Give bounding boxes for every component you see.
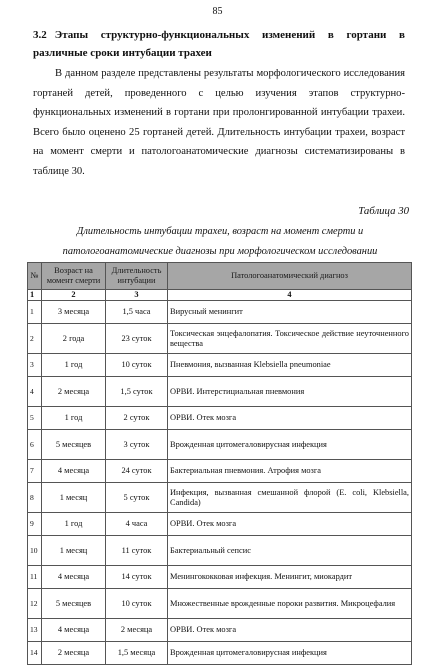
cell-diagnosis: Врожденная цитомегаловирусная инфекция bbox=[168, 642, 412, 665]
header-diagnosis: Патологоанатомический диагноз bbox=[168, 263, 412, 290]
cell-age: 1 год bbox=[42, 513, 106, 536]
row-number: 4 bbox=[28, 377, 42, 407]
cell-age: 1 год bbox=[42, 354, 106, 377]
cell-duration: 24 суток bbox=[106, 460, 168, 483]
section-heading bbox=[33, 26, 405, 62]
table-label: Таблица 30 bbox=[358, 205, 409, 217]
row-number: 14 bbox=[28, 642, 42, 665]
row-number: 6 bbox=[28, 430, 42, 460]
cell-duration: 11 суток bbox=[106, 536, 168, 566]
table-row bbox=[28, 460, 412, 483]
cell-duration: 1,5 часа bbox=[106, 301, 168, 324]
cell-duration: 5 суток bbox=[106, 483, 168, 513]
row-number: 8 bbox=[28, 483, 42, 513]
header-duration: Длительность интубации bbox=[106, 263, 168, 290]
body-paragraph: В данном разделе представлены результаты морфологического исследования гортаней детей, проведенного с целью изучения этапов структурно-функциональных изменений в гортани при пролонгированной интубации трахеи. Всего было оценено 25 гортаней детей. Длительность интубации трахеи, возраст на момент смерти и патологоанатомические диагнозы систематизированы в таблице 30. bbox=[33, 68, 405, 177]
cell-duration: 4 часа bbox=[106, 513, 168, 536]
row-number: 2 bbox=[28, 324, 42, 354]
row-number: 13 bbox=[28, 619, 42, 642]
column-number: 4 bbox=[168, 290, 412, 301]
cell-diagnosis: Вирусный менингит bbox=[168, 301, 412, 324]
table-header-row bbox=[28, 263, 412, 290]
cell-diagnosis: ОРВИ. Отек мозга bbox=[168, 619, 412, 642]
table-row bbox=[28, 642, 412, 665]
cell-age: 5 месяцев bbox=[42, 589, 106, 619]
cell-duration: 10 суток bbox=[106, 589, 168, 619]
cell-diagnosis: Множественные врожденные пороки развития. Микроцефалия bbox=[168, 589, 412, 619]
cell-age: 2 года bbox=[42, 324, 106, 354]
table-row bbox=[28, 619, 412, 642]
row-number: 1 bbox=[28, 301, 42, 324]
cell-age: 5 месяцев bbox=[42, 430, 106, 460]
cell-age: 4 месяца bbox=[42, 619, 106, 642]
row-number: 9 bbox=[28, 513, 42, 536]
table-row bbox=[28, 301, 412, 324]
table-row bbox=[28, 566, 412, 589]
table-row bbox=[28, 483, 412, 513]
table-row bbox=[28, 407, 412, 430]
cell-diagnosis: Врожденная цитомегаловирусная инфекция bbox=[168, 430, 412, 460]
cell-diagnosis: Менингококковая инфекция. Менингит, миокардит bbox=[168, 566, 412, 589]
cell-age: 2 месяца bbox=[42, 642, 106, 665]
column-number-row bbox=[28, 290, 412, 301]
table-body bbox=[28, 290, 412, 665]
table-row bbox=[28, 377, 412, 407]
column-number: 2 bbox=[42, 290, 106, 301]
header-number: № bbox=[28, 263, 42, 290]
table-caption: Длительность интубации трахеи, возраст на момент смерти и патологоанатомические диагнозы при морфологическом исследовании bbox=[62, 226, 378, 257]
row-number: 12 bbox=[28, 589, 42, 619]
cell-age: 1 месяц bbox=[42, 483, 106, 513]
table-row bbox=[28, 589, 412, 619]
data-table bbox=[27, 262, 412, 665]
cell-duration: 1,5 месяца bbox=[106, 642, 168, 665]
cell-diagnosis: Инфекция, вызванная смешанной флорой (E. coli, Klebsiella, Candida) bbox=[168, 483, 412, 513]
cell-duration: 23 суток bbox=[106, 324, 168, 354]
cell-diagnosis: ОРВИ. Интерстициальная пневмония bbox=[168, 377, 412, 407]
section-number: 3.2 bbox=[33, 29, 47, 41]
cell-duration: 14 суток bbox=[106, 566, 168, 589]
cell-diagnosis: Бактериальная пневмония. Атрофия мозга bbox=[168, 460, 412, 483]
cell-diagnosis: ОРВИ. Отек мозга bbox=[168, 513, 412, 536]
table-row bbox=[28, 536, 412, 566]
cell-age: 3 месяца bbox=[42, 301, 106, 324]
header-age: Возраст на момент смерти bbox=[42, 263, 106, 290]
cell-diagnosis: Пневмония, вызванная Klebsiella pneumoniae bbox=[168, 354, 412, 377]
cell-duration: 2 суток bbox=[106, 407, 168, 430]
column-number: 1 bbox=[28, 290, 42, 301]
row-number: 11 bbox=[28, 566, 42, 589]
page-number: 85 bbox=[212, 6, 223, 17]
cell-age: 1 год bbox=[42, 407, 106, 430]
section-title: Этапы структурно-функциональных изменений в гортани в различные сроки интубации трахеи bbox=[33, 29, 405, 59]
row-number: 3 bbox=[28, 354, 42, 377]
column-number: 3 bbox=[106, 290, 168, 301]
cell-age: 4 месяца bbox=[42, 566, 106, 589]
table-row bbox=[28, 354, 412, 377]
cell-duration: 1,5 суток bbox=[106, 377, 168, 407]
cell-age: 1 месяц bbox=[42, 536, 106, 566]
cell-duration: 2 месяца bbox=[106, 619, 168, 642]
cell-duration: 3 суток bbox=[106, 430, 168, 460]
row-number: 7 bbox=[28, 460, 42, 483]
table-row bbox=[28, 324, 412, 354]
table-row bbox=[28, 513, 412, 536]
cell-diagnosis: ОРВИ. Отек мозга bbox=[168, 407, 412, 430]
cell-duration: 10 суток bbox=[106, 354, 168, 377]
cell-diagnosis: Бактериальный сепсис bbox=[168, 536, 412, 566]
table-row bbox=[28, 430, 412, 460]
cell-age: 2 месяца bbox=[42, 377, 106, 407]
row-number: 5 bbox=[28, 407, 42, 430]
row-number: 10 bbox=[28, 536, 42, 566]
cell-age: 4 месяца bbox=[42, 460, 106, 483]
cell-diagnosis: Токсическая энцефалопатия. Токсическое действие неуточненного вещества bbox=[168, 324, 412, 354]
